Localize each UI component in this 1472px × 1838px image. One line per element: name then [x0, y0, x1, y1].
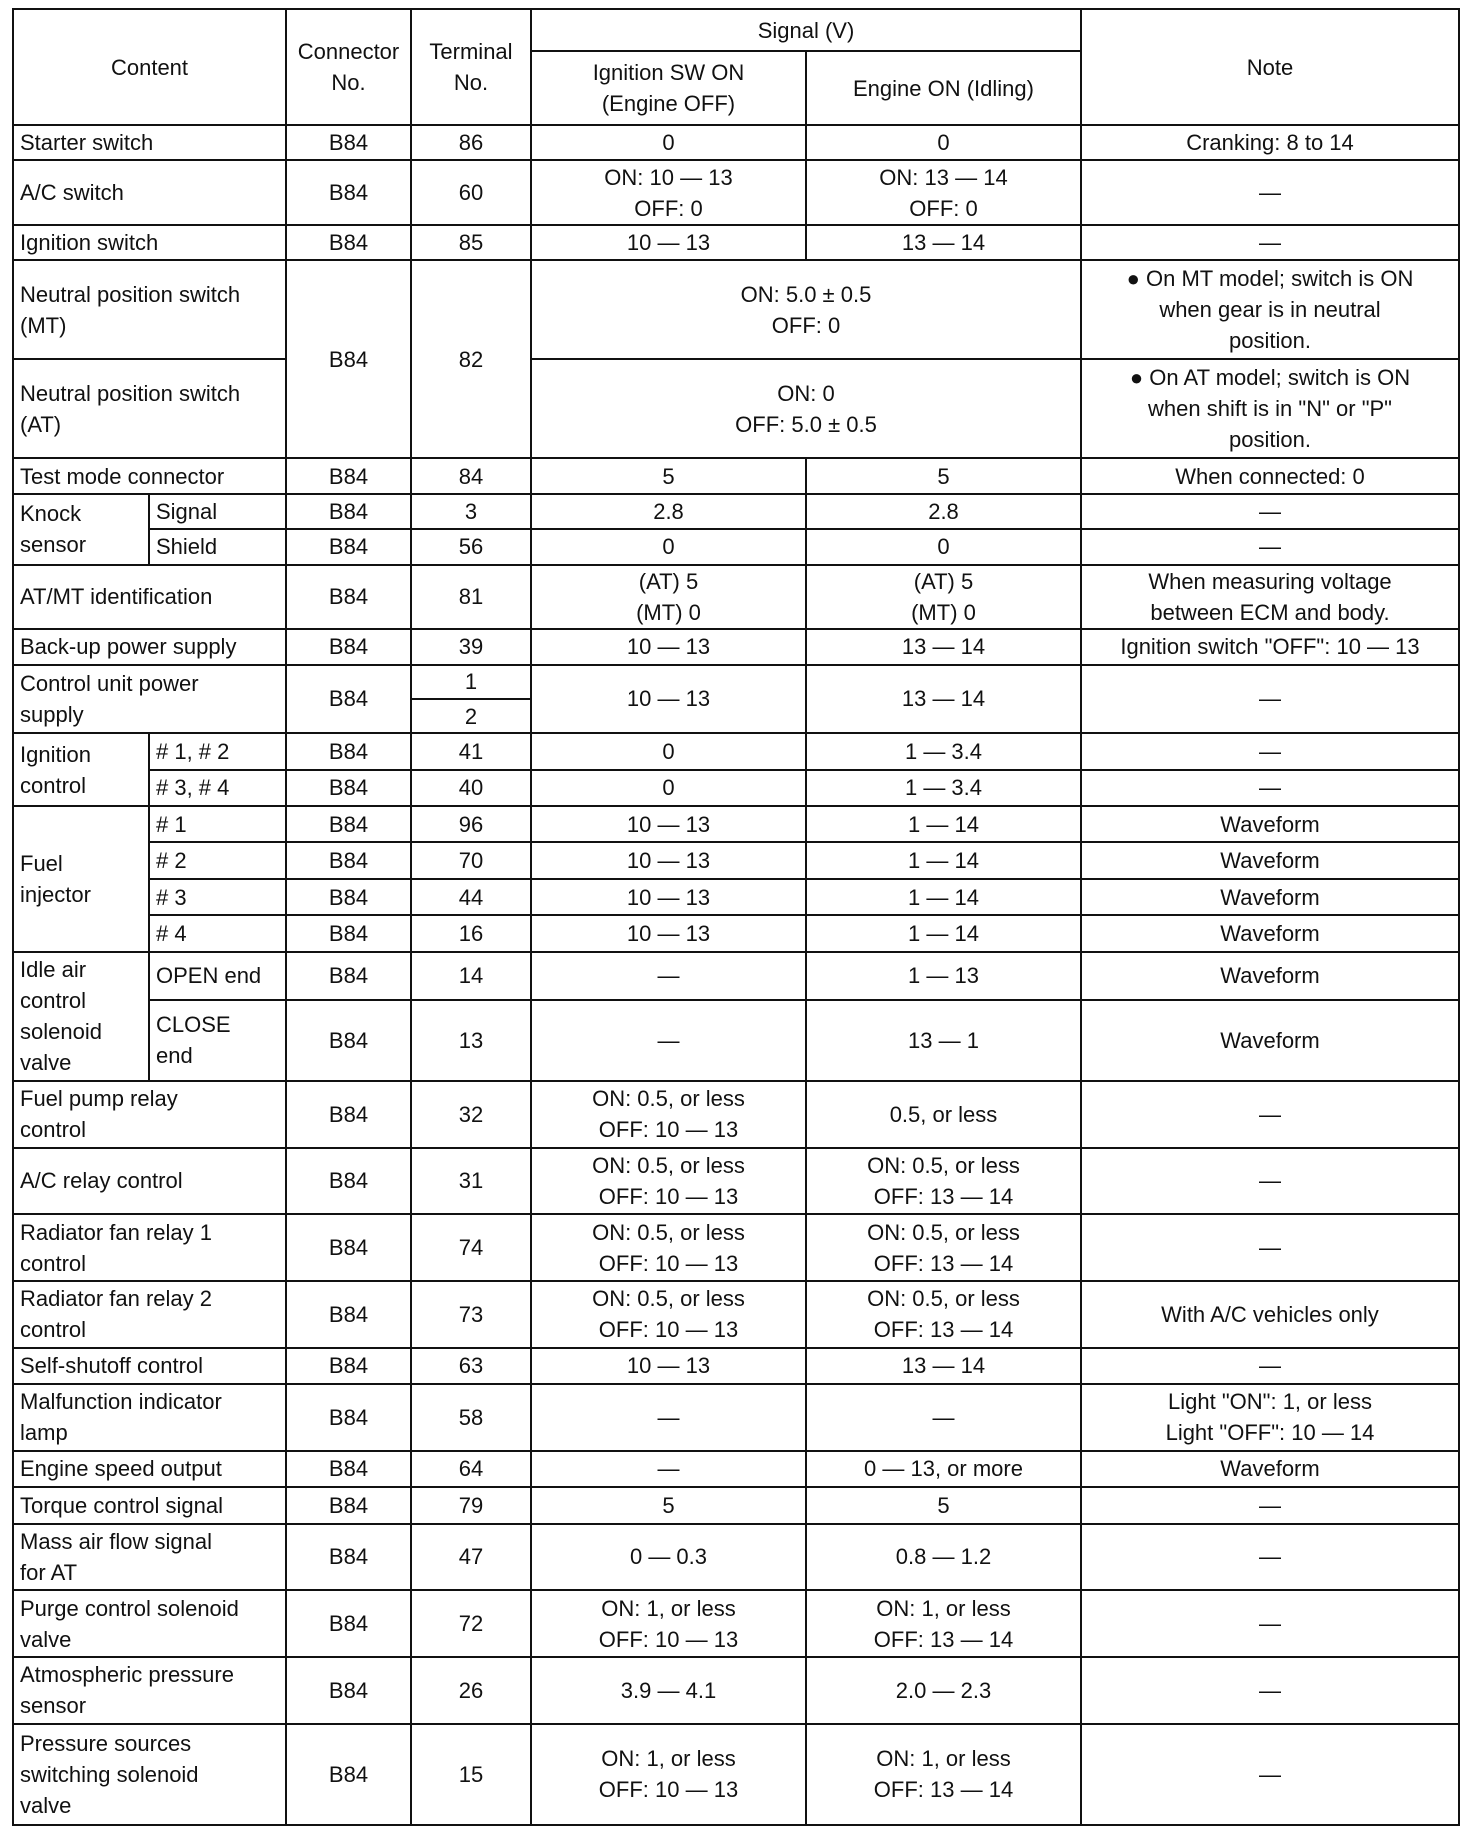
row-eng: 13 — 14 [806, 1348, 1081, 1384]
table-row [13, 1657, 1459, 1724]
row-note: — [1081, 1657, 1459, 1724]
header-ignition-sw-on: Ignition SW ON (Engine OFF) [531, 51, 806, 125]
row-connector: B84 [286, 225, 411, 260]
row-eng: 2.0 — 2.3 [806, 1657, 1081, 1724]
row-terminal: 79 [411, 1487, 531, 1523]
row-connector: B84 [286, 125, 411, 160]
row-sub: # 3 [149, 879, 286, 915]
row-eng: 5 [806, 1487, 1081, 1523]
row-ign: — [531, 1384, 806, 1451]
row-connector: B84 [286, 1214, 411, 1281]
row-ign: 0 [531, 529, 806, 564]
row-connector: B84 [286, 1348, 411, 1384]
row-sub: # 2 [149, 842, 286, 878]
row-terminal: 63 [411, 1348, 531, 1384]
row-content: Idle air control solenoid valve [13, 952, 149, 1081]
row-terminal: 84 [411, 458, 531, 493]
row-content: Control unit power supply [13, 665, 286, 734]
table-row [13, 1081, 1459, 1148]
row-connector: B84 [286, 952, 411, 1001]
row-note: When connected: 0 [1081, 458, 1459, 493]
row-ign: 10 — 13 [531, 225, 806, 260]
row-eng: 1 — 14 [806, 806, 1081, 842]
row-ign: — [531, 1451, 806, 1487]
row-eng: ON: 1, or less OFF: 13 — 14 [806, 1724, 1081, 1825]
row-connector: B84 [286, 1384, 411, 1451]
header-terminal: Terminal No. [411, 9, 531, 125]
row-connector: B84 [286, 1451, 411, 1487]
row-terminal: 73 [411, 1281, 531, 1348]
row-connector: B84 [286, 458, 411, 493]
table-row [13, 125, 1459, 160]
row-connector: B84 [286, 1657, 411, 1724]
row-content: Fuel injector [13, 806, 149, 952]
row-connector: B84 [286, 1487, 411, 1523]
table-row [13, 458, 1459, 493]
row-note: — [1081, 733, 1459, 769]
table-row [13, 565, 1459, 630]
row-eng: 1 — 3.4 [806, 770, 1081, 806]
row-ign: 0 — 0.3 [531, 1524, 806, 1591]
row-note: — [1081, 1724, 1459, 1825]
row-terminal: 70 [411, 842, 531, 878]
table-row [13, 225, 1459, 260]
row-eng: ON: 0.5, or less OFF: 13 — 14 [806, 1214, 1081, 1281]
row-terminal: 13 [411, 1000, 531, 1081]
row-sub: Signal [149, 494, 286, 529]
table-row [13, 1451, 1459, 1487]
row-ign: 10 — 13 [531, 842, 806, 878]
row-content: A/C relay control [13, 1148, 286, 1215]
row-eng: ON: 0.5, or less OFF: 13 — 14 [806, 1281, 1081, 1348]
row-sub: # 3, # 4 [149, 770, 286, 806]
row-sub: # 1, # 2 [149, 733, 286, 769]
row-ign: 10 — 13 [531, 665, 806, 734]
row-terminal: 47 [411, 1524, 531, 1591]
row-eng: 0 — 13, or more [806, 1451, 1081, 1487]
row-terminal: 15 [411, 1724, 531, 1825]
row-eng: 13 — 14 [806, 665, 1081, 734]
table-row [13, 1148, 1459, 1215]
row-connector: B84 [286, 1524, 411, 1591]
row-ign: 3.9 — 4.1 [531, 1657, 806, 1724]
row-ign: — [531, 952, 806, 1001]
row-note: — [1081, 770, 1459, 806]
row-connector: B84 [286, 494, 411, 529]
row-note: — [1081, 1590, 1459, 1657]
row-eng: 2.8 [806, 494, 1081, 529]
row-terminal: 2 [411, 699, 531, 733]
row-terminal: 44 [411, 879, 531, 915]
row-eng: 1 — 14 [806, 915, 1081, 951]
row-terminal: 40 [411, 770, 531, 806]
table-row [13, 1348, 1459, 1384]
row-eng: 5 [806, 458, 1081, 493]
row-ign: ON: 0.5, or less OFF: 10 — 13 [531, 1214, 806, 1281]
ecm-terminal-table [12, 8, 1460, 1826]
row-sub: # 4 [149, 915, 286, 951]
table-row [13, 879, 1459, 915]
row-terminal: 14 [411, 952, 531, 1001]
row-content: Neutral position switch (AT) [13, 359, 286, 458]
row-content: Knock sensor [13, 494, 149, 565]
row-terminal: 41 [411, 733, 531, 769]
row-note: ● On AT model; switch is ON when shift is in "N" or "P" position. [1081, 359, 1459, 458]
table-row [13, 160, 1459, 225]
row-note: — [1081, 1081, 1459, 1148]
row-content: Radiator fan relay 1 control [13, 1214, 286, 1281]
row-eng: 13 — 14 [806, 629, 1081, 664]
row-terminal: 39 [411, 629, 531, 664]
row-note: — [1081, 160, 1459, 225]
row-connector: B84 [286, 1000, 411, 1081]
row-eng: 0.5, or less [806, 1081, 1081, 1148]
row-terminal: 32 [411, 1081, 531, 1148]
row-connector: B84 [286, 770, 411, 806]
row-note: Cranking: 8 to 14 [1081, 125, 1459, 160]
row-ign: 10 — 13 [531, 879, 806, 915]
row-ign: ON: 0.5, or less OFF: 10 — 13 [531, 1081, 806, 1148]
header-content: Content [13, 9, 286, 125]
row-eng: (AT) 5 (MT) 0 [806, 565, 1081, 630]
row-note: Waveform [1081, 1000, 1459, 1081]
table-row [13, 733, 1459, 769]
row-eng: 0 [806, 125, 1081, 160]
row-connector: B84 [286, 1590, 411, 1657]
row-eng: ON: 1, or less OFF: 13 — 14 [806, 1590, 1081, 1657]
row-ign: 0 [531, 733, 806, 769]
table-row [13, 1487, 1459, 1523]
row-content: Purge control solenoid valve [13, 1590, 286, 1657]
row-content: A/C switch [13, 160, 286, 225]
table-row [13, 1384, 1459, 1451]
row-connector: B84 [286, 665, 411, 734]
row-terminal: 1 [411, 665, 531, 699]
row-note: — [1081, 1214, 1459, 1281]
row-terminal: 72 [411, 1590, 531, 1657]
row-eng: 0 [806, 529, 1081, 564]
row-eng: ON: 0.5, or less OFF: 13 — 14 [806, 1148, 1081, 1215]
row-ign: 10 — 13 [531, 1348, 806, 1384]
table-row [13, 359, 1459, 458]
row-content: Starter switch [13, 125, 286, 160]
row-eng: ON: 13 — 14 OFF: 0 [806, 160, 1081, 225]
row-ign: — [531, 1000, 806, 1081]
row-connector: B84 [286, 842, 411, 878]
row-content: Mass air flow signal for AT [13, 1524, 286, 1591]
row-connector: B84 [286, 879, 411, 915]
row-ign: 2.8 [531, 494, 806, 529]
row-eng: 13 — 14 [806, 225, 1081, 260]
row-terminal: 82 [411, 260, 531, 458]
row-note: — [1081, 529, 1459, 564]
row-ign: ON: 10 — 13 OFF: 0 [531, 160, 806, 225]
row-ign: 5 [531, 458, 806, 493]
row-signal: ON: 0 OFF: 5.0 ± 0.5 [531, 359, 1081, 458]
row-note: When measuring voltage between ECM and body. [1081, 565, 1459, 630]
row-terminal: 86 [411, 125, 531, 160]
row-connector: B84 [286, 1148, 411, 1215]
row-terminal: 74 [411, 1214, 531, 1281]
row-connector: B84 [286, 260, 411, 458]
row-content: AT/MT identification [13, 565, 286, 630]
table-row [13, 1590, 1459, 1657]
row-content: Ignition control [13, 733, 149, 806]
row-terminal: 60 [411, 160, 531, 225]
row-connector: B84 [286, 529, 411, 564]
row-note: Waveform [1081, 879, 1459, 915]
row-terminal: 64 [411, 1451, 531, 1487]
header-connector: Connector No. [286, 9, 411, 125]
table-row [13, 494, 1459, 529]
row-terminal: 81 [411, 565, 531, 630]
row-ign: (AT) 5 (MT) 0 [531, 565, 806, 630]
row-sub: OPEN end [149, 952, 286, 1001]
row-note: With A/C vehicles only [1081, 1281, 1459, 1348]
header-signal: Signal (V) [531, 9, 1081, 51]
row-content: Ignition switch [13, 225, 286, 260]
row-eng: 13 — 1 [806, 1000, 1081, 1081]
row-eng: 1 — 3.4 [806, 733, 1081, 769]
row-note: Light "ON": 1, or less Light "OFF": 10 — 14 [1081, 1384, 1459, 1451]
row-connector: B84 [286, 806, 411, 842]
row-terminal: 26 [411, 1657, 531, 1724]
row-terminal: 31 [411, 1148, 531, 1215]
row-ign: ON: 1, or less OFF: 10 — 13 [531, 1724, 806, 1825]
row-content: Atmospheric pressure sensor [13, 1657, 286, 1724]
table-row [13, 1000, 1459, 1081]
row-note: — [1081, 494, 1459, 529]
table-row [13, 770, 1459, 806]
row-connector: B84 [286, 1724, 411, 1825]
table-row [13, 260, 1459, 359]
row-content: Self-shutoff control [13, 1348, 286, 1384]
row-connector: B84 [286, 1081, 411, 1148]
header-engine-on: Engine ON (Idling) [806, 51, 1081, 125]
table-row [13, 952, 1459, 1001]
row-ign: 0 [531, 125, 806, 160]
row-sub: # 1 [149, 806, 286, 842]
row-sub: Shield [149, 529, 286, 564]
row-ign: ON: 0.5, or less OFF: 10 — 13 [531, 1281, 806, 1348]
table-row [13, 806, 1459, 842]
row-content: Neutral position switch (MT) [13, 260, 286, 359]
row-note: ● On MT model; switch is ON when gear is in neutral position. [1081, 260, 1459, 359]
row-connector: B84 [286, 629, 411, 664]
row-note: — [1081, 1487, 1459, 1523]
header-note: Note [1081, 9, 1459, 125]
table-row [13, 842, 1459, 878]
row-content: Fuel pump relay control [13, 1081, 286, 1148]
row-connector: B84 [286, 915, 411, 951]
row-eng: — [806, 1384, 1081, 1451]
row-content: Back-up power supply [13, 629, 286, 664]
row-note: Ignition switch "OFF": 10 — 13 [1081, 629, 1459, 664]
table-row [13, 665, 1459, 699]
row-eng: 0.8 — 1.2 [806, 1524, 1081, 1591]
row-terminal: 3 [411, 494, 531, 529]
row-note: — [1081, 665, 1459, 734]
row-eng: 1 — 13 [806, 952, 1081, 1001]
row-content: Malfunction indicator lamp [13, 1384, 286, 1451]
row-note: Waveform [1081, 1451, 1459, 1487]
row-ign: 10 — 13 [531, 629, 806, 664]
row-content: Engine speed output [13, 1451, 286, 1487]
row-ign: 5 [531, 1487, 806, 1523]
row-content: Torque control signal [13, 1487, 286, 1523]
row-eng: 1 — 14 [806, 879, 1081, 915]
row-ign: ON: 1, or less OFF: 10 — 13 [531, 1590, 806, 1657]
row-ign: 10 — 13 [531, 915, 806, 951]
row-connector: B84 [286, 160, 411, 225]
table-row [13, 1281, 1459, 1348]
row-connector: B84 [286, 1281, 411, 1348]
row-terminal: 56 [411, 529, 531, 564]
row-note: — [1081, 1148, 1459, 1215]
table-row [13, 629, 1459, 664]
row-note: Waveform [1081, 952, 1459, 1001]
row-content: Pressure sources switching solenoid valve [13, 1724, 286, 1825]
row-note: Waveform [1081, 806, 1459, 842]
row-note: Waveform [1081, 915, 1459, 951]
row-terminal: 96 [411, 806, 531, 842]
row-signal: ON: 5.0 ± 0.5 OFF: 0 [531, 260, 1081, 359]
table-row [13, 1724, 1459, 1825]
table-row [13, 1214, 1459, 1281]
row-note: Waveform [1081, 842, 1459, 878]
row-connector: B84 [286, 733, 411, 769]
row-eng: 1 — 14 [806, 842, 1081, 878]
row-note: — [1081, 1348, 1459, 1384]
row-ign: 0 [531, 770, 806, 806]
row-content: Test mode connector [13, 458, 286, 493]
row-ign: ON: 0.5, or less OFF: 10 — 13 [531, 1148, 806, 1215]
table-row [13, 1524, 1459, 1591]
row-note: — [1081, 1524, 1459, 1591]
table-row [13, 915, 1459, 951]
row-terminal: 58 [411, 1384, 531, 1451]
table-row [13, 529, 1459, 564]
row-terminal: 85 [411, 225, 531, 260]
row-sub: CLOSE end [149, 1000, 286, 1081]
row-content: Radiator fan relay 2 control [13, 1281, 286, 1348]
row-note: — [1081, 225, 1459, 260]
row-connector: B84 [286, 565, 411, 630]
row-terminal: 16 [411, 915, 531, 951]
row-ign: 10 — 13 [531, 806, 806, 842]
